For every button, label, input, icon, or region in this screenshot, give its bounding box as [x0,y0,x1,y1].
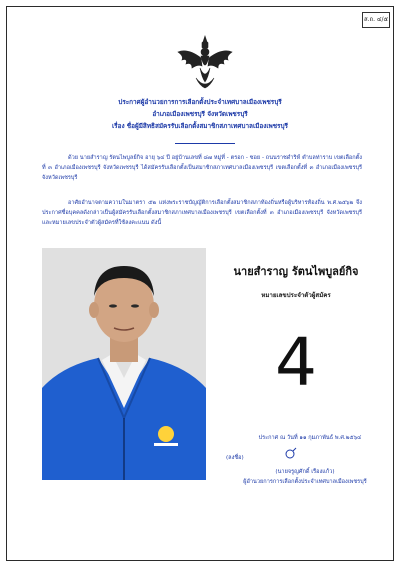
header-divider [175,143,235,144]
candidate-number-label: หมายเลขประจำตัวผู้สมัคร [261,292,331,299]
form-code: ส.ถ. ๔/๕ [362,12,390,28]
candidate-photo [42,248,206,480]
header-line-2: อำเภอเมืองเพชรบุรี จังหวัดเพชรบุรี [152,110,248,118]
header-line-3: เรื่อง ชื่อผู้มีสิทธิสมัครรับเลือกตั้งสมาชิกสภาเทศบาลเมืองเพชรบุรี [112,122,288,130]
signed-label: (ลงชื่อ) [226,455,244,461]
candidate-number: 4 [275,324,317,401]
header-line-1: ประกาศผู้อำนวยการการเลือกตั้งประจำเทศบาลเมืองเพชรบุรี [118,98,282,106]
candidate-name: นายสำราญ รัตนไพบูลย์กิจ [233,265,359,278]
garuda-emblem-icon [176,34,234,90]
signature-mark-icon [284,446,298,460]
announcement-header [30,96,370,132]
paragraph-2: อาศัยอำนาจตามความในมาตรา ๕๒ แห่งพระราชบัญญัติการเลือกตั้งสมาชิกสภาท้องถิ่นหรือผู้บริหารท้องถิ่น พ.ศ.๒๕๖๒ จึงประกาศชื่อบุคคลดังกล่าวเป็นผู้สมัครรับเลือกตั้งสมาชิกสภาเทศบาลเมืองเพชรบุรี เขตเลือกตั้งที่ ๓ อำเภอเมืองเพชรบุรี จังหวัดเพชรบุรี และหมายเลขประจำตัวผู้สมัครที่ใช้ลงคะแนน ดังนี้ [42,200,362,226]
signer-name: (นายจรูญศักดิ์ เรืองแก้ว) [275,469,335,475]
announcement-date: ประกาศ ณ วันที่ ๑๑ กุมภาพันธ์ พ.ศ.๒๕๖๔ [258,435,362,441]
paragraph-1: ด้วย นายสำราญ รัตนไพบูลย์กิจ อายุ ๖๔ ปี อยู่บ้านเลขที่ ๘๗ หมู่ที่ - ตรอก - ซอย - ถนนราชดำริห์ ตำบลท่าราบ เขตเลือกตั้งที่ ๓ อำเภอเมืองเพชรบุรี จังหวัดเพชรบุรี ได้สมัครรับเลือกตั้งเป็นสมาชิกสภาเทศบาลเมืองเพชรบุรี เขตเลือกตั้งที่ ๓ อำเภอเมืองเพชรบุรี จังหวัดเพชรบุรี [42,155,362,181]
signer-title: ผู้อำนวยการการเลือกตั้งประจำเทศบาลเมืองเพชรบุรี [243,479,367,485]
